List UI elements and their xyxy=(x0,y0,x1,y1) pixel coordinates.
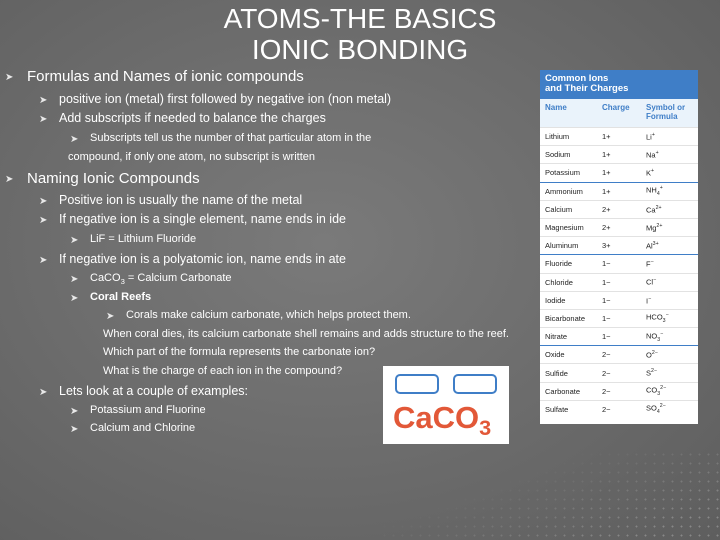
ion-table-row xyxy=(540,345,698,363)
ion-symbol-charge: 2− xyxy=(660,385,667,392)
ion-symbol xyxy=(642,331,698,343)
ion-symbol-charge: 2− xyxy=(651,350,658,357)
circled-arrow-icon: ➤ xyxy=(70,424,79,435)
ion-symbol xyxy=(642,150,698,160)
ion-table-heading-line1: Common Ions xyxy=(545,73,609,84)
formula-text xyxy=(393,400,491,441)
ion-symbol-charge: + xyxy=(651,131,655,138)
ion-charge: 1+ xyxy=(602,150,611,160)
coral-reefs-label: Coral Reefs xyxy=(90,291,152,303)
ion-symbol xyxy=(642,241,698,251)
ion-charge: 1− xyxy=(602,277,611,287)
subscripts-text-line1: Subscripts tell us the number of that particular atom in the xyxy=(90,132,372,144)
ion-charge: 3+ xyxy=(602,241,611,251)
ion-symbol xyxy=(642,185,698,197)
ion-symbol-base: Na xyxy=(646,150,656,160)
ion-charge: 2+ xyxy=(602,223,611,233)
ion-symbol-charge: 2+ xyxy=(655,204,662,211)
ion-name: Fluoride xyxy=(545,259,573,269)
ion-table-row xyxy=(540,327,698,345)
ion-name: Iodide xyxy=(545,295,566,305)
circled-arrow-icon: ➤ xyxy=(39,95,48,106)
title-line-2: IONIC BONDING xyxy=(251,34,469,65)
ion-symbol-subscript: 3 xyxy=(657,336,661,343)
ion-symbol-charge: − xyxy=(665,312,669,319)
column-charge: Charge xyxy=(602,103,630,112)
ion-symbol-charge: − xyxy=(648,295,652,302)
formula-slot-box xyxy=(453,374,497,394)
ion-symbol xyxy=(642,259,698,269)
corals-make-text: Corals make calcium carbonate, which helps protect them. xyxy=(126,309,411,321)
ion-symbol-base: S xyxy=(646,368,652,378)
column-symbol-line1: Symbol or xyxy=(646,103,686,112)
ion-charge: 2− xyxy=(602,386,611,396)
ion-charge: 2+ xyxy=(602,204,611,214)
ion-name: Oxide xyxy=(545,350,565,360)
ion-name: Chloride xyxy=(545,277,573,287)
ion-symbol xyxy=(642,368,698,378)
ion-charge: 1− xyxy=(602,313,611,323)
caco3-formula-image xyxy=(383,366,509,444)
ion-table-row xyxy=(540,200,698,218)
ion-table-row xyxy=(540,382,698,400)
ion-name: Nitrate xyxy=(545,332,568,342)
ion-symbol-base: K xyxy=(646,168,652,178)
ion-symbol xyxy=(642,168,698,178)
ion-charge: 2− xyxy=(602,350,611,360)
caco3-formula-prefix: CaCO xyxy=(90,272,121,284)
column-name: Name xyxy=(545,103,567,112)
ion-symbol xyxy=(642,312,698,324)
examples-heading: Lets look at a couple of examples: xyxy=(59,384,249,398)
ion-symbol-subscript: 3 xyxy=(657,391,661,398)
ion-table-column-headers xyxy=(540,99,698,127)
ion-symbol-subscript: 3 xyxy=(662,318,666,325)
circled-arrow-icon: ➤ xyxy=(70,274,79,285)
ion-table-row xyxy=(540,400,698,418)
dot-pattern-decoration xyxy=(380,450,720,540)
ion-table-row xyxy=(540,145,698,163)
which-part-question: Which part of the formula represents the carbonate ion? xyxy=(103,346,376,358)
ion-symbol-base: NO xyxy=(646,331,658,341)
formulas-heading: Formulas and Names of ionic compounds xyxy=(27,68,304,85)
positive-ion-first-text: positive ion (metal) first followed by negative ion (non metal) xyxy=(59,92,392,106)
ion-table-row xyxy=(540,163,698,181)
single-element-text: If negative ion is a single element, name ends in ide xyxy=(59,212,346,226)
ion-table-row xyxy=(540,291,698,309)
ion-table-row xyxy=(540,254,698,272)
ion-symbol-base: NH xyxy=(646,185,657,195)
formula-slot-box xyxy=(395,374,439,394)
ion-symbol-subscript: 4 xyxy=(656,191,660,198)
ion-table-row xyxy=(540,236,698,254)
coral-dies-text: When coral dies, its calcium carbonate shell remains and adds structure to the reef. xyxy=(103,328,509,340)
ion-name: Potassium xyxy=(545,168,581,178)
circled-arrow-icon: ➤ xyxy=(39,215,48,226)
ion-table-heading-line2: and Their Charges xyxy=(545,83,629,94)
title-line-1: ATOMS-THE BASICS xyxy=(223,3,497,34)
ion-name: Aluminum xyxy=(545,241,579,251)
ion-symbol-base: F xyxy=(646,259,651,269)
circled-arrow-icon: ➤ xyxy=(5,174,14,185)
ion-symbol-charge: − xyxy=(660,330,664,337)
ion-name: Bicarbonate xyxy=(545,313,586,323)
ion-symbol-base: Li xyxy=(646,132,652,142)
lif-example-text: LiF = Lithium Fluoride xyxy=(90,233,197,245)
naming-heading: Naming Ionic Compounds xyxy=(27,170,200,187)
ion-name: Carbonate xyxy=(545,386,581,396)
ion-symbol-base: I xyxy=(646,296,649,306)
ion-charge: 1− xyxy=(602,295,611,305)
ion-symbol-charge: − xyxy=(650,259,654,266)
ion-symbol xyxy=(642,132,698,142)
circled-arrow-icon: ➤ xyxy=(70,134,79,145)
polyatomic-text: If negative ion is a polyatomic ion, name ends in ate xyxy=(59,252,346,266)
formula-subscript: 3 xyxy=(479,415,492,441)
circled-arrow-icon: ➤ xyxy=(106,311,115,322)
column-symbol xyxy=(642,103,698,121)
ion-charge: 1+ xyxy=(602,186,611,196)
formula-prefix: CaCO xyxy=(393,400,480,435)
ion-symbol xyxy=(642,205,698,215)
ion-charge: 2− xyxy=(602,404,611,414)
circled-arrow-icon: ➤ xyxy=(5,72,14,83)
positive-name-text: Positive ion is usually the name of the metal xyxy=(59,193,303,207)
ion-symbol xyxy=(642,403,698,415)
circled-arrow-icon: ➤ xyxy=(39,387,48,398)
ion-symbol-charge: 2− xyxy=(651,368,658,375)
ion-symbol-subscript: 4 xyxy=(656,409,660,416)
ion-table-row xyxy=(540,218,698,236)
example-calcium-chlorine: Calcium and Chlorine xyxy=(90,422,196,434)
ion-name: Sodium xyxy=(545,150,571,160)
ion-symbol-base: O xyxy=(646,350,652,360)
circled-arrow-icon: ➤ xyxy=(70,293,79,304)
ion-table-row xyxy=(540,273,698,291)
ion-symbol-base: HCO xyxy=(646,312,663,322)
ion-table-row xyxy=(540,309,698,327)
circled-arrow-icon: ➤ xyxy=(39,255,48,266)
ion-table-row xyxy=(540,182,698,200)
ion-symbol-charge: 2+ xyxy=(656,222,663,229)
subscripts-text-line2: compound, if only one atom, no subscript is written xyxy=(68,151,316,163)
ion-charge: 1+ xyxy=(602,168,611,178)
add-subscripts-text: Add subscripts if needed to balance the charges xyxy=(59,111,326,125)
ion-symbol-charge: + xyxy=(655,150,659,157)
ion-table-row xyxy=(540,127,698,145)
ion-table-row xyxy=(540,363,698,381)
ion-charge: 1− xyxy=(602,332,611,342)
ion-symbol xyxy=(642,277,698,287)
ion-symbol-base: Al xyxy=(646,241,653,251)
charge-question: What is the charge of each ion in the compound? xyxy=(103,365,343,377)
ion-symbol xyxy=(642,350,698,360)
ion-symbol xyxy=(642,385,698,397)
ion-name: Magnesium xyxy=(545,223,584,233)
ion-symbol-charge: − xyxy=(653,277,657,284)
ion-symbol xyxy=(642,296,698,306)
ion-symbol-base: SO xyxy=(646,403,657,413)
example-potassium-fluorine: Potassium and Fluorine xyxy=(90,404,206,416)
ion-symbol-charge: + xyxy=(659,185,663,192)
ion-charge: 1− xyxy=(602,259,611,269)
caco3-formula-subscript: 3 xyxy=(120,277,125,287)
ion-table-body xyxy=(540,127,698,418)
caco3-example-text xyxy=(90,272,232,286)
ion-charge: 1+ xyxy=(602,132,611,142)
circled-arrow-icon: ➤ xyxy=(70,235,79,246)
circled-arrow-icon: ➤ xyxy=(39,196,48,207)
ion-symbol-base: CO xyxy=(646,385,658,395)
circled-arrow-icon: ➤ xyxy=(70,406,79,417)
ion-name: Sulfide xyxy=(545,368,568,378)
ion-table-heading xyxy=(540,70,698,99)
slide-title xyxy=(150,3,570,65)
ion-symbol-charge: + xyxy=(651,168,655,175)
ion-symbol-charge: 2− xyxy=(659,403,666,410)
column-symbol-line2: Formula xyxy=(646,112,678,121)
ion-symbol-charge: 3+ xyxy=(652,240,659,247)
ion-symbol-base: Mg xyxy=(646,223,657,233)
ion-name: Ammonium xyxy=(545,186,583,196)
ion-name: Lithium xyxy=(545,132,570,142)
ion-symbol-base: Ca xyxy=(646,205,656,215)
ion-name: Sulfate xyxy=(545,404,569,414)
ion-symbol-base: Cl xyxy=(646,277,654,287)
caco3-name: = Calcium Carbonate xyxy=(124,272,232,284)
ion-name: Calcium xyxy=(545,204,573,214)
ion-charge: 2− xyxy=(602,368,611,378)
ion-symbol xyxy=(642,223,698,233)
circled-arrow-icon: ➤ xyxy=(39,114,48,125)
common-ions-table xyxy=(540,70,698,424)
